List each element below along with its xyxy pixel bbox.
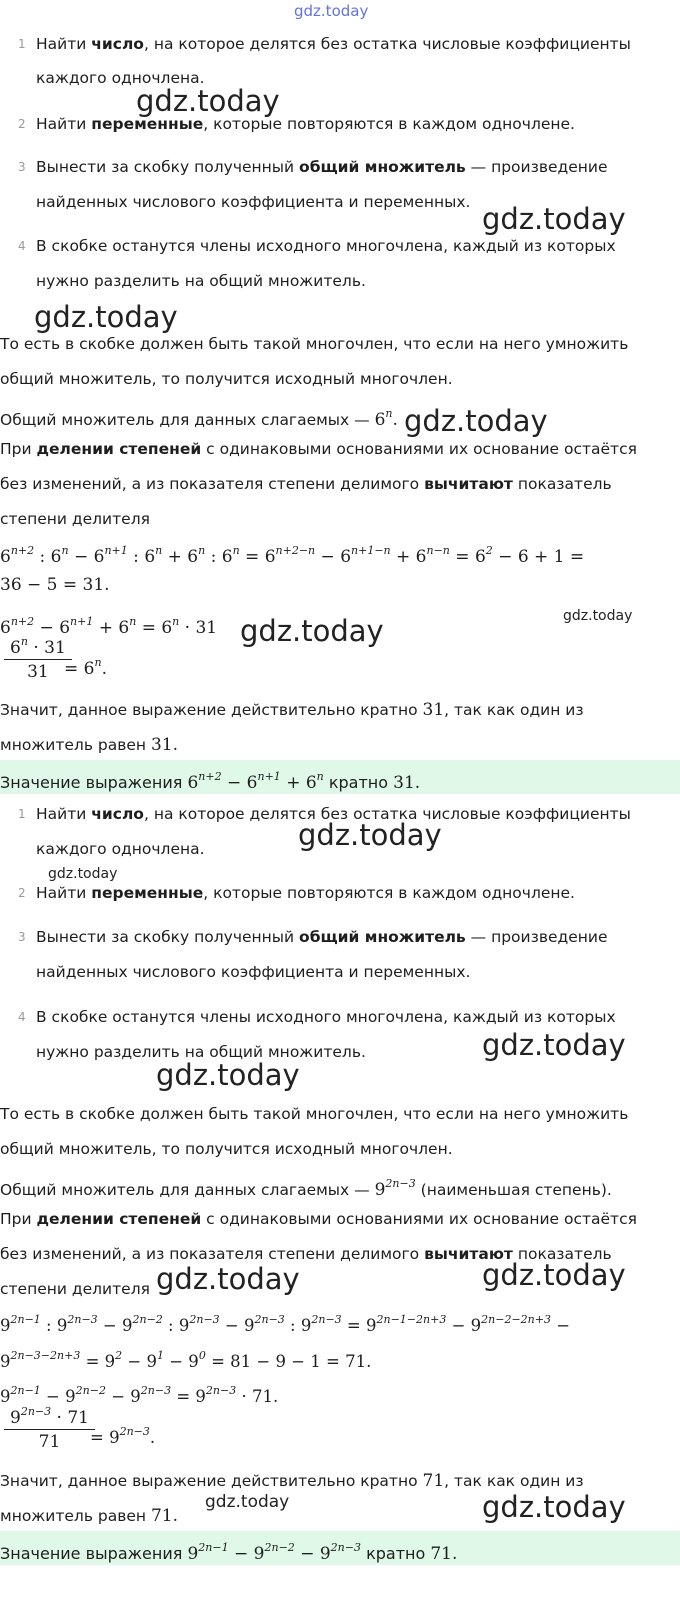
- step-3-line-2: найденных числового коэффициента и переменных.: [36, 193, 471, 211]
- step-1-line-1: Найти число, на которое делятся без остатка числовые коэффициенты: [36, 35, 631, 53]
- step-4-line-1: В скобке останутся члены исходного многочлена, каждый из которых: [36, 237, 616, 255]
- step-3-line-1: Вынести за скобку полученный общий множитель — произведение: [36, 928, 608, 946]
- rule-line-3: степени делителя: [0, 1280, 150, 1298]
- rule-line-2: без изменений, а из показателя степени делимого вычитают показатель: [0, 475, 612, 493]
- common-factor-line: Общий множитель для данных слагаемых — 6$^n$.: [0, 407, 398, 430]
- step-3-line-1: Вынести за скобку полученный общий множитель — произведение: [36, 158, 608, 176]
- watermark: gdz.today: [34, 300, 178, 334]
- step-1-line-2: каждого одночлена.: [36, 69, 205, 87]
- watermark: gdz.today: [156, 1262, 300, 1296]
- watermark: gdz.today: [136, 84, 280, 118]
- watermark: gdz.today: [48, 866, 118, 882]
- watermark: gdz.today: [404, 404, 548, 438]
- fraction-result: = $9^{2n-3}$.: [90, 1425, 156, 1447]
- fraction: $\frac{9^{2n-3} \cdot 71}{71}$: [4, 1401, 95, 1454]
- watermark: gdz.today: [482, 1028, 626, 1062]
- watermark: gdz.today: [482, 1258, 626, 1292]
- answer-box: [0, 760, 680, 794]
- factored-equation: $6^{n+2} - 6^{n+1} + 6^n = 6^n \cdot 31$: [0, 615, 218, 638]
- explanation-line-1: То есть в скобке должен быть такой многочлен, что если на него умножить: [0, 1105, 629, 1123]
- conclusion-line-1: Значит, данное выражение действительно кратно 31, так как один из: [0, 700, 584, 720]
- watermark: gdz.today: [205, 1492, 290, 1512]
- explanation-line-2: общий множитель, то получится исходный многочлен.: [0, 370, 453, 388]
- step-4-line-2: нужно разделить на общий множитель.: [36, 1043, 366, 1061]
- header-watermark[interactable]: gdz.today: [294, 2, 369, 20]
- conclusion-line-2: множитель равен 31.: [0, 735, 178, 755]
- rule-line-1: При делении степеней с одинаковыми основаниями их основание остаётся: [0, 1210, 637, 1228]
- rule-line-3: степени делителя: [0, 510, 150, 528]
- watermark: gdz.today: [563, 608, 633, 624]
- equation-line-2: $9^{2n-3-2n+3} = 9^2 - 9^1 - 9^0 = 81 - 9 - 1 = 71$.: [0, 1349, 372, 1371]
- fraction: $\frac{6^n \cdot 31}{31}$: [4, 631, 72, 684]
- common-factor-line: Общий множитель для данных слагаемых — $9^{2n-3}$ (наименьшая степень).: [0, 1177, 612, 1200]
- step-4-line-2: нужно разделить на общий множитель.: [36, 272, 366, 290]
- equation-result: 36 − 5 = 31.: [0, 575, 110, 595]
- step-number: 4: [18, 1010, 26, 1024]
- explanation-line-1: То есть в скобке должен быть такой многочлен, что если на него умножить: [0, 335, 629, 353]
- step-number: 3: [18, 930, 26, 944]
- factored-equation: $9^{2n-1} - 9^{2n-2} - 9^{2n-3} = 9^{2n-3} \cdot 71$.: [0, 1384, 279, 1406]
- rule-line-1: При делении степеней с одинаковыми основаниями их основание остаётся: [0, 440, 637, 458]
- step-1-line-1: Найти число, на которое делятся без остатка числовые коэффициенты: [36, 805, 631, 823]
- equation-line-1: $6^{n+2}$ : $6^n - 6^{n+1}$ : $6^n + 6^n$ : $6^n = 6^{n+2-n} - 6^{n+1-n} + 6^{n-n} = 6^2 - 6 + 1$ =: [0, 544, 585, 567]
- answer-text: Значение выражения $9^{2n-1} - 9^{2n-2} - 9^{2n-3}$ кратно 71.: [0, 1541, 458, 1564]
- step-4-line-1: В скобке останутся члены исходного многочлена, каждый из которых: [36, 1008, 616, 1026]
- conclusion-line-1: Значит, данное выражение действительно кратно 71, так как один из: [0, 1471, 584, 1491]
- step-number: 3: [18, 160, 26, 174]
- step-number: 1: [18, 37, 26, 51]
- rule-line-2: без изменений, а из показателя степени делимого вычитают показатель: [0, 1245, 612, 1263]
- step-2-line-1: Найти переменные, которые повторяются в каждом одночлене.: [36, 884, 575, 902]
- step-3-line-2: найденных числового коэффициента и переменных.: [36, 963, 471, 981]
- watermark: gdz.today: [298, 818, 442, 852]
- watermark: gdz.today: [482, 202, 626, 236]
- watermark: gdz.today: [240, 614, 384, 648]
- step-2-line-1: Найти переменные, которые повторяются в каждом одночлене.: [36, 115, 575, 133]
- equation-line-1: $9^{2n-1}$ : $9^{2n-3} - 9^{2n-2}$ : $9^{2n-3} - 9^{2n-3}$ : $9^{2n-3} = 9^{2n-1-2n+3} - 9^{2n-2-2n+3}$ −: [0, 1313, 571, 1335]
- step-number: 1: [18, 807, 26, 821]
- watermark: gdz.today: [156, 1058, 300, 1092]
- watermark: gdz.today: [482, 1490, 626, 1524]
- explanation-line-2: общий множитель, то получится исходный многочлен.: [0, 1140, 453, 1158]
- step-1-line-2: каждого одночлена.: [36, 840, 205, 858]
- answer-text: Значение выражения $6^{n+2} - 6^{n+1} + 6^n$ кратно 31.: [0, 770, 421, 793]
- step-number: 2: [18, 117, 26, 131]
- conclusion-line-2: множитель равен 71.: [0, 1506, 178, 1526]
- answer-box: [0, 1531, 680, 1565]
- fraction-result: = $6^n$.: [64, 656, 107, 679]
- step-number: 4: [18, 239, 26, 253]
- step-number: 2: [18, 886, 26, 900]
